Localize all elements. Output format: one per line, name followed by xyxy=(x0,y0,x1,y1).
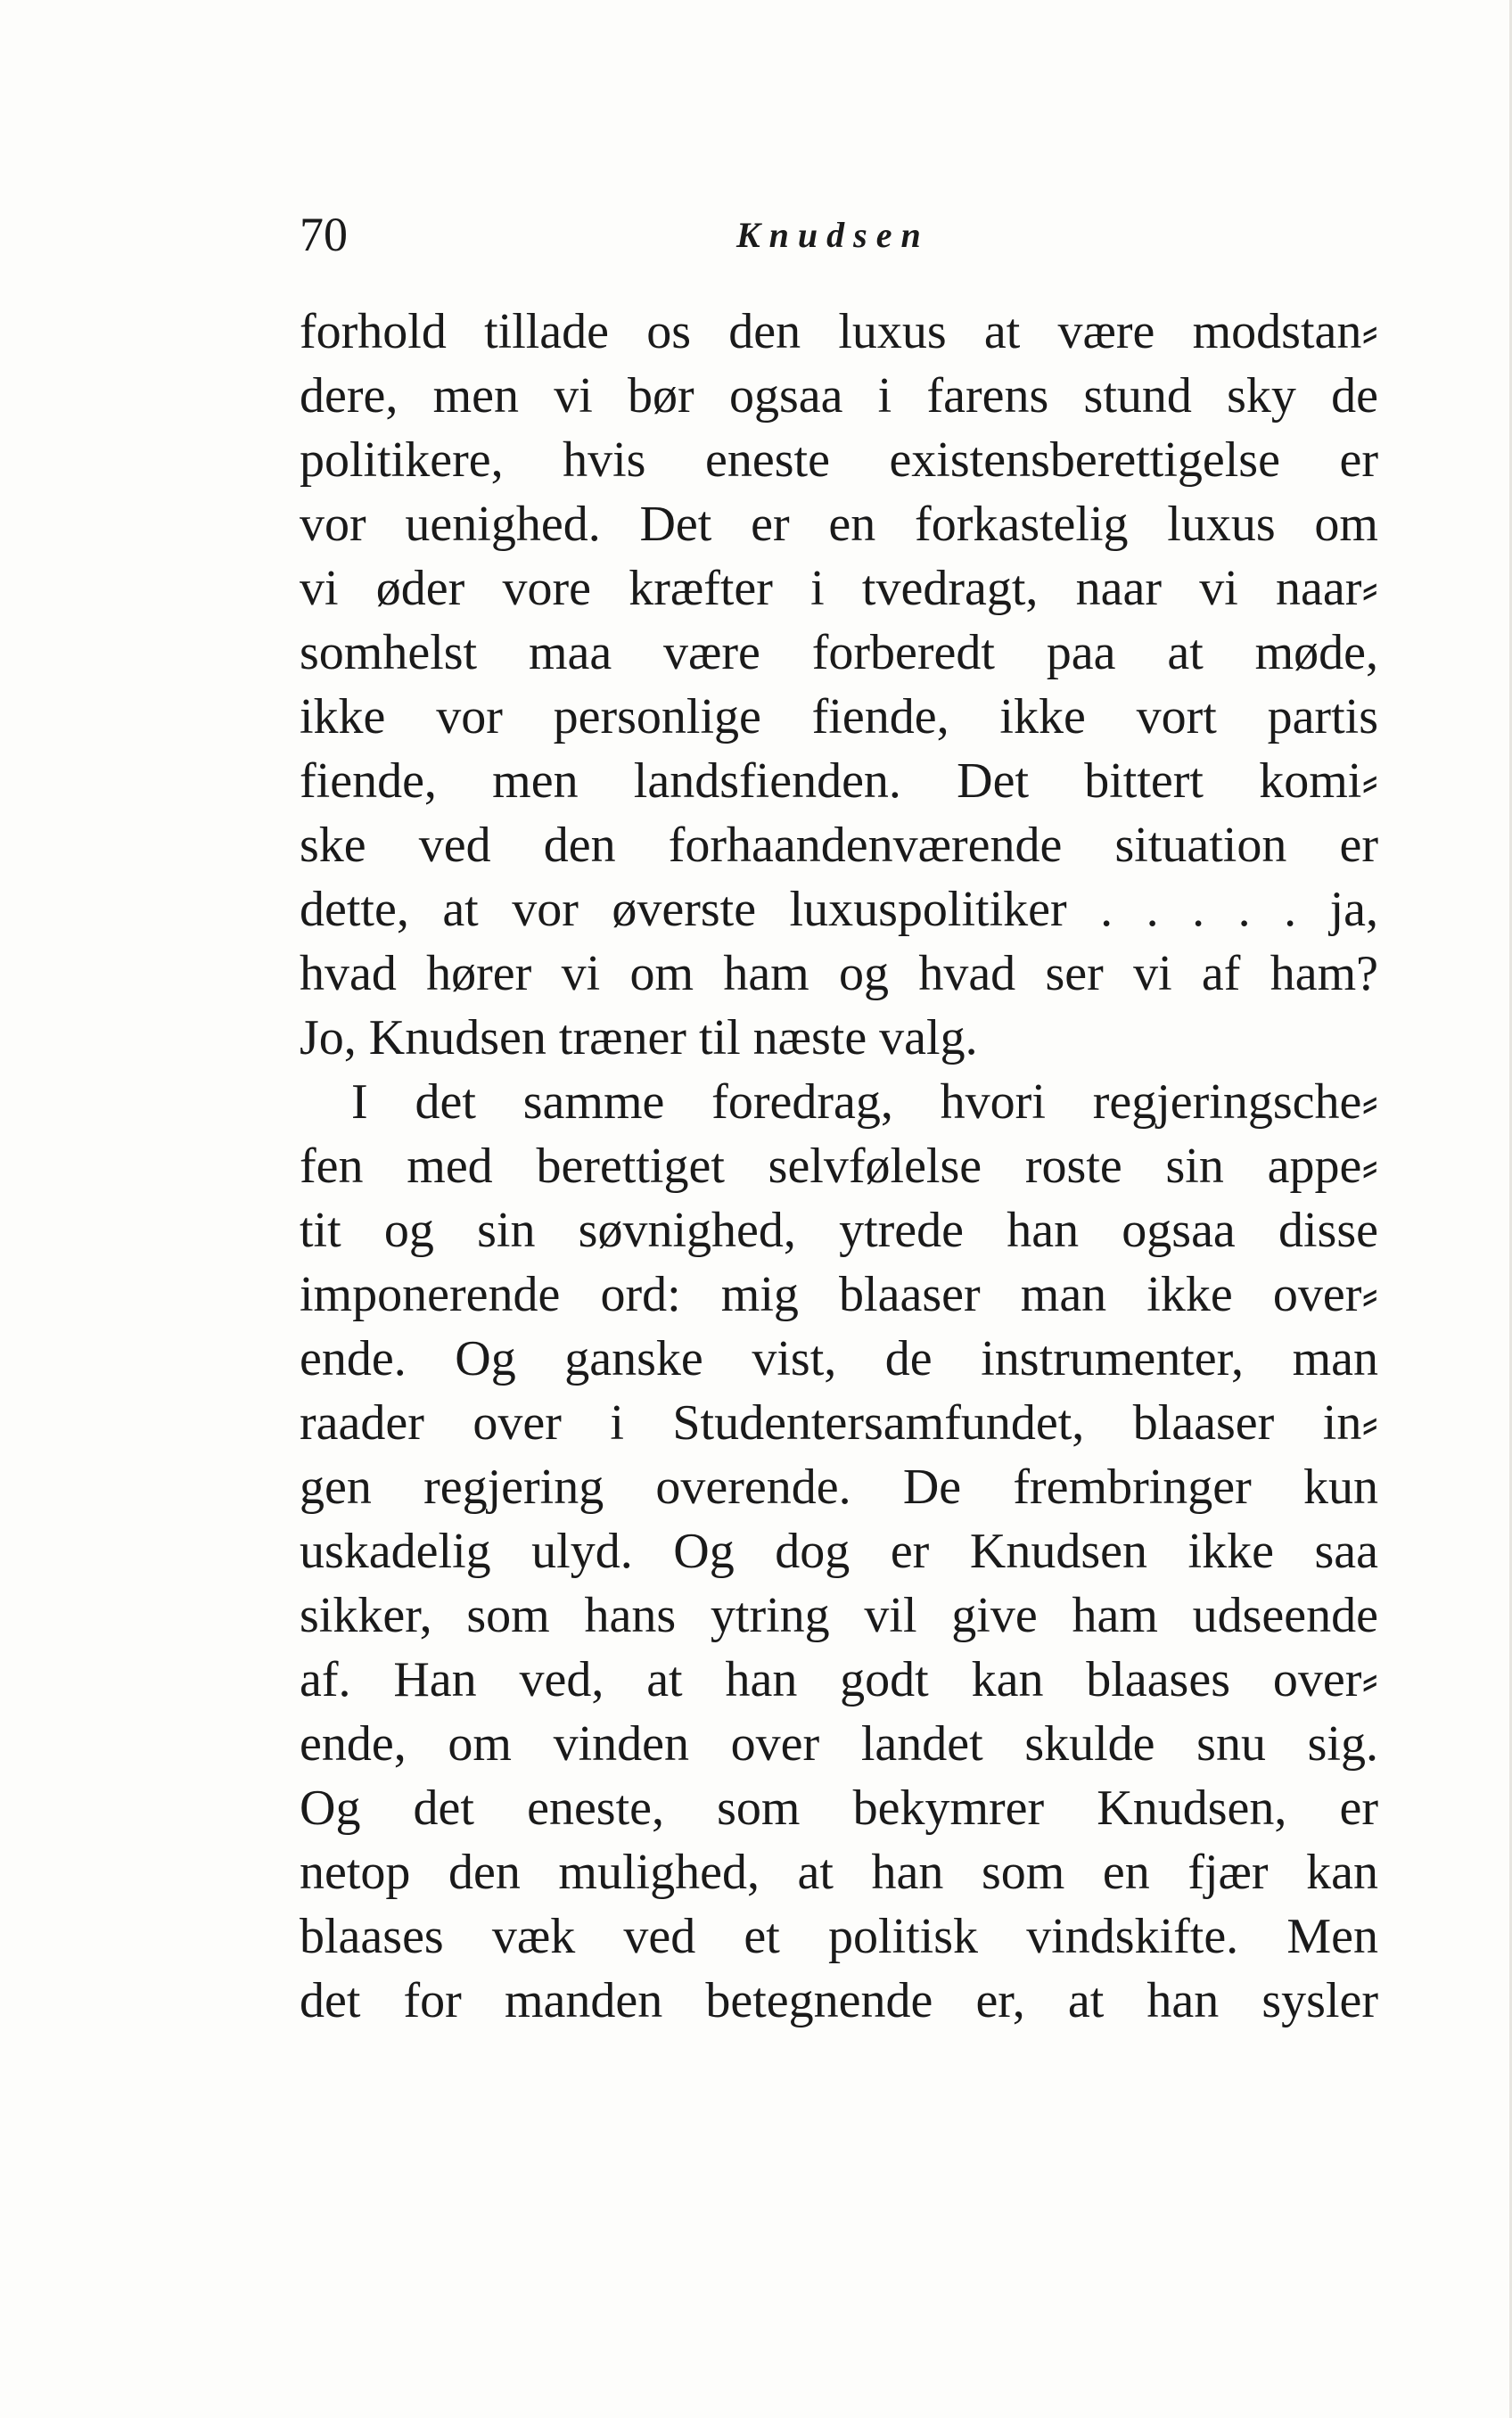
text-line: Jo, Knudsen træner til næste valg. xyxy=(300,1010,978,1065)
text-line: tit og sin søvnighed, ytrede han ogsaa disse xyxy=(300,1203,1378,1258)
text-line: af. Han ved, at han godt kan blaases over⸗ xyxy=(300,1652,1378,1707)
text-line: blaases væk ved et politisk vindskifte. Men xyxy=(300,1909,1378,1964)
text-line: vor uenighed. Det er en forkastelig luxus om xyxy=(300,497,1378,552)
text-line: ende. Og ganske vist, de instrumenter, man xyxy=(300,1331,1378,1386)
text-line: raader over i Studentersamfundet, blaaser in⸗ xyxy=(300,1395,1378,1451)
text-line: netop den mulighed, at han som en fjær kan xyxy=(300,1845,1378,1900)
text-line: politikere, hvis eneste existensberettigelse er xyxy=(300,432,1378,488)
text-line: sikker, som hans ytring vil give ham udseende xyxy=(300,1588,1378,1643)
text-line: vi øder vore kræfter i tvedragt, naar vi naar⸗ xyxy=(300,561,1378,616)
body-text xyxy=(300,300,1378,2033)
text-line: imponerende ord: mig blaaser man ikke over⸗ xyxy=(300,1267,1378,1322)
text-line: uskadelig ulyd. Og dog er Knudsen ikke saa xyxy=(300,1524,1378,1579)
text-line: fen med berettiget selvfølelse roste sin appe⸗ xyxy=(300,1139,1378,1194)
text-line: dette, at vor øverste luxuspolitiker . . . . . ja, xyxy=(300,882,1378,937)
text-line: forhold tillade os den luxus at være modstan⸗ xyxy=(300,304,1378,359)
running-title: Knudsen xyxy=(736,215,930,255)
text-line: ende, om vinden over landet skulde snu sig. xyxy=(300,1716,1378,1772)
text-line: gen regjering overende. De frembringer kun xyxy=(300,1460,1378,1515)
text-line: dere, men vi bør ogsaa i farens stund sky de xyxy=(300,368,1378,424)
text-line: hvad hører vi om ham og hvad ser vi af ham? xyxy=(300,946,1378,1001)
text-line: ikke vor personlige fiende, ikke vort partis xyxy=(300,689,1378,744)
page-number: 70 xyxy=(300,208,348,261)
text-line: Og det eneste, som bekymrer Knudsen, er xyxy=(300,1781,1378,1836)
text-line: I det samme foredrag, hvori regjeringsche⸗ xyxy=(351,1074,1378,1130)
text-line: somhelst maa være forberedt paa at møde, xyxy=(300,625,1378,680)
text-line: ske ved den forhaandenværende situation er xyxy=(300,818,1378,873)
text-line: det for manden betegnende er, at han sysler xyxy=(300,1973,1378,2028)
page-header xyxy=(300,203,1378,266)
text-line: fiende, men landsfienden. Det bittert komi⸗ xyxy=(300,753,1378,809)
